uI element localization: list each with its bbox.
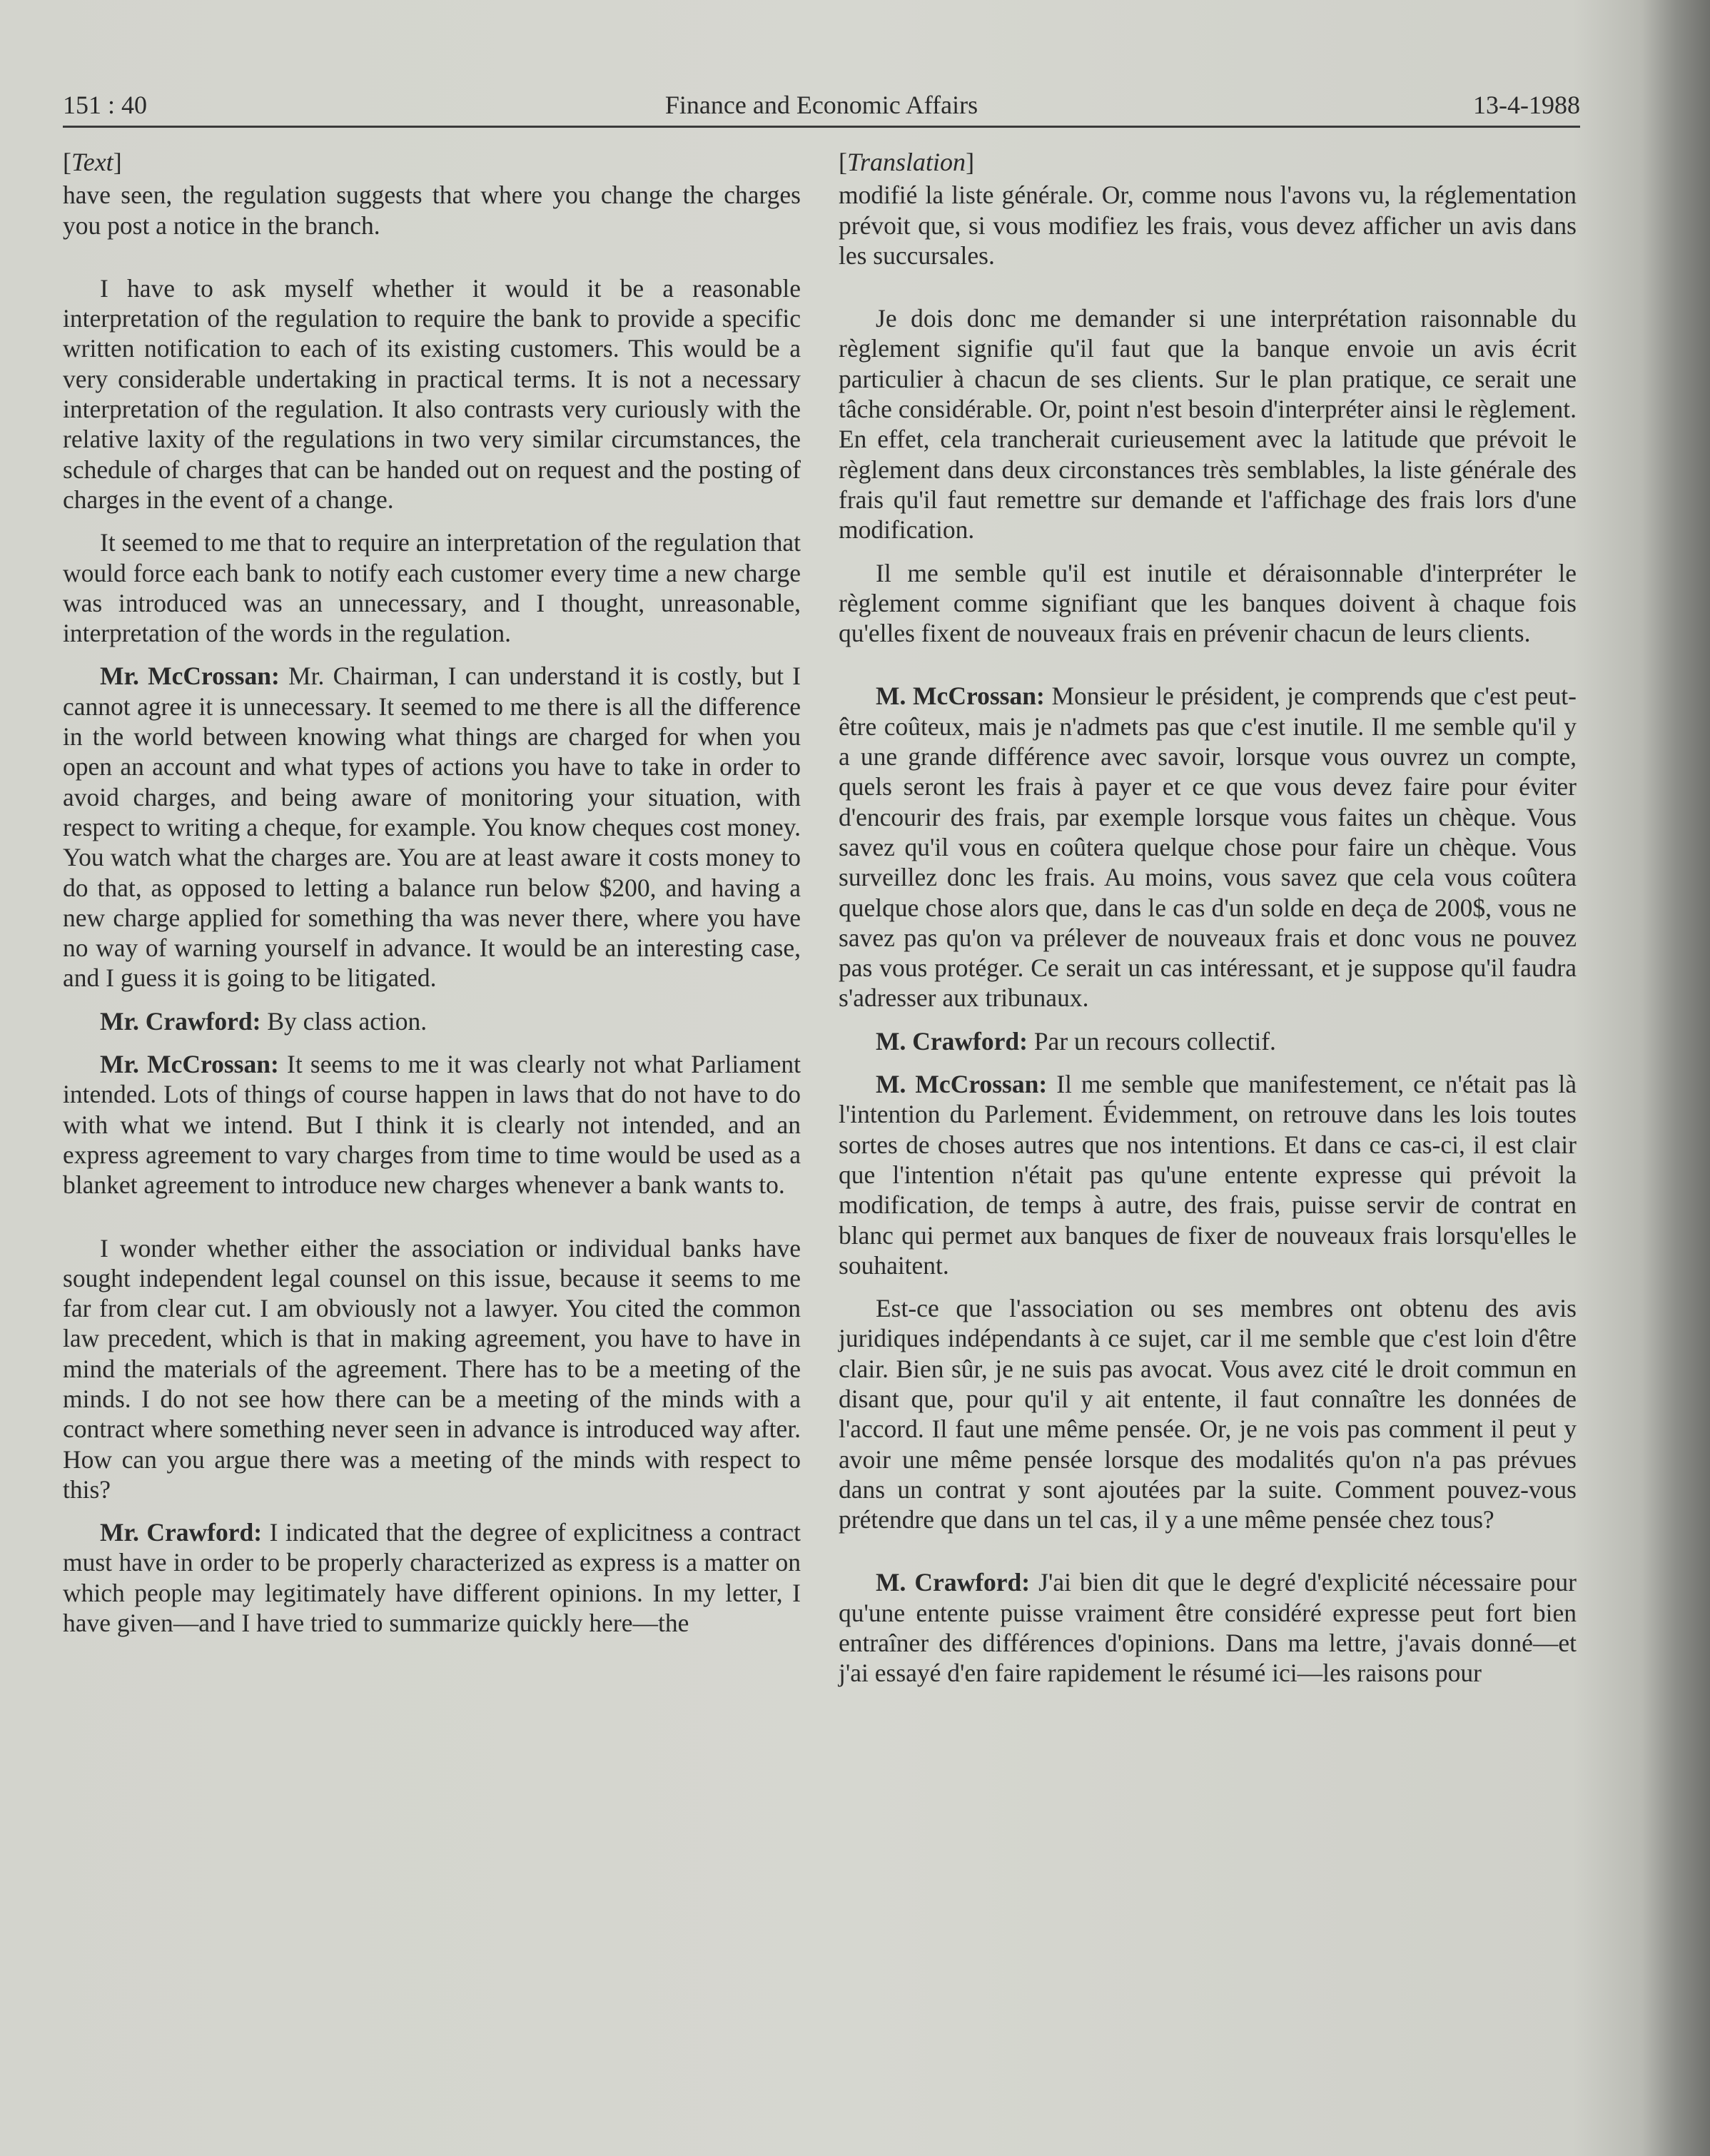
page-number: 151 : 40: [63, 91, 148, 119]
paragraph: It seemed to me that to require an interpretation of the regulation that would force each bank to notify each customer every time a new charge was introduced was an unnecessary, and I thought, unreasonable, interpretation of the words in the regulation.: [63, 528, 801, 648]
speaker-name: Mr. McCrossan:: [100, 662, 280, 691]
speaker-name: M. McCrossan:: [876, 682, 1045, 711]
column-tag: [Text]: [63, 148, 122, 176]
speaker-name: M. McCrossan:: [876, 1070, 1048, 1099]
english-column: [63, 147, 801, 1651]
paragraph: Je dois donc me demander si une interprétation raisonnable du règlement signifie qu'il faut que la banque envoie un avis écrit particulier à chacun de ses clients. Sur le plan pratique, ce serait une tâche considérable. Or, point n'est besoin d'interpréter ainsi le règlement. En effet, cela trancherait curieusement avec la latitude que prévoit le règlement dans deux circonstances très semblables, la liste générale des frais qu'il faut remettre sur demande et l'affichage des frais lors d'une modification.: [839, 304, 1577, 545]
paragraph: I wonder whether either the association or individual banks have sought independent legal counsel on this issue, because it seems to me far from clear cut. I am obviously not a lawyer. You cited the common law precedent, which is that in making agreement, you have to have in mind the materials of the agreement. There has to be a meeting of the minds. I do not see how there can be a meeting of the minds with a contract where something never seen in advance is introduced way after. How can you argue there was a meeting of the minds with respect to this?: [63, 1233, 801, 1504]
running-title: Finance and Economic Affairs: [664, 91, 978, 119]
speaker-name: Mr. Crawford:: [100, 1518, 263, 1547]
header-date: 13-4-1988: [1473, 91, 1580, 119]
paragraph: I have to ask myself whether it would it be a reasonable interpretation of the regulation to require the bank to provide a specific written notification to each of its existing customers. This would be a very considerable undertaking in practical terms. It is not a necessary interpretation of the regulation. It also contrasts very curiously with the relative laxity of the regulations in two very similar circumstances, the schedule of charges that can be handed out on request and the posting of charges in the event of a change.: [63, 273, 801, 514]
paragraph: Il me semble qu'il est inutile et déraisonnable d'interpréter le règlement comme signifiant que les banques doivent à chaque fois qu'elles fixent de nouveaux frais en prévenir chacun de leurs clients.: [839, 558, 1577, 648]
french-column: [839, 147, 1577, 1701]
column-tag: [Translation]: [839, 148, 975, 176]
speaker-name: Mr. Crawford:: [100, 1006, 261, 1036]
speaker-paragraph: M. Crawford: J'ai bien dit que le degré d'explicité nécessaire pour qu'une entente puisse vraiment être considéré expresse peut fort bien entraîner des différences d'opinions. Dans ma lettre, j'avais donné—et j'ai essayé d'en faire rapidement le résumé ici—les raisons pour: [839, 1568, 1577, 1688]
paragraph: modifié la liste générale. Or, comme nous l'avons vu, la réglementation prévoit que, si vous modifiez les frais, vous devez afficher un avis dans les succursales.: [839, 181, 1577, 270]
paragraph: have seen, the regulation suggests that where you change the charges you post a notice in the branch.: [63, 181, 801, 240]
speaker-name: Mr. McCrossan:: [100, 1050, 279, 1079]
speaker-name: M. Crawford:: [876, 1568, 1031, 1597]
speaker-name: M. Crawford:: [876, 1026, 1028, 1056]
speaker-paragraph: Mr. McCrossan: It seems to me it was clearly not what Parliament intended. Lots of things of course happen in laws that do not have to do with what we intend. But I think it is clearly not intended, and an express agreement to vary charges from time to time would be used as a blanket agreement to introduce new charges whenever a bank wants to.: [63, 1050, 801, 1200]
paragraph: Est-ce que l'association ou ses membres ont obtenu des avis juridiques indépendants à ce sujet, car il me semble que c'est loin d'être clair. Bien sûr, je ne suis pas avocat. Vous avez cité le droit commun en disant que, pour qu'il y ait entente, il faut connaître les données de l'accord. Il faut une même pensée. Or, je ne vois pas comment il peut y avoir une même pensée lorsque des modalités qu'on n'a pas prévues dans un contrat y sont ajoutées par la suite. Comment pouvez-vous prétendre que dans un tel cas, il y a une même pensée chez tous?: [839, 1294, 1577, 1534]
speaker-paragraph: M. McCrossan: Monsieur le président, je comprends que c'est peut-être coûteux, mais je n'admets pas que c'est inutile. Il me semble qu'il y a une grande différence avec savoir, lorsque vous ouvrez un compte, quels seront les frais à payer et ce que vous devez faire pour éviter d'encourir des frais, par exemple lorsque vous faites un chèque. Vous savez qu'il vous en coûtera quelque chose pour faire un chèque. Vous surveillez donc les frais. Au moins, vous savez que cela vous coûtera quelque chose alors que, dans le cas d'un solde en deça de 200$, vous ne savez pas qu'on va prélever de nouveaux frais et donc vous ne pouvez pas vous protéger. Ce serait un cas intéressant, et je suppose qu'il faudra s'adresser aux tribunaux.: [839, 682, 1577, 1013]
page-header: [63, 86, 1580, 128]
speaker-paragraph: Mr. McCrossan: Mr. Chairman, I can understand it is costly, but I cannot agree it is unnecessary. It seemed to me there is all the difference in the world between knowing what things are charged for when you open an account and what types of actions you have to take in order to avoid charges, and being aware of monitoring your situation, with respect to writing a cheque, for example. You know cheques cost money. You watch what the charges are. You are at least aware it costs money to do that, as opposed to letting a balance run below $200, and having a new charge applied for something tha was never there, where you have no way of warning yourself in advance. It would be an interesting case, and I guess it is going to be litigated.: [63, 662, 801, 993]
speaker-paragraph: M. Crawford: Par un recours collectif.: [876, 1026, 1276, 1056]
speaker-paragraph: Mr. Crawford: I indicated that the degree of explicitness a contract must have in order to be properly characterized as express is a matter on which people may legitimately have different opinions. In my letter, I have given—and I have tried to summarize quickly here—the: [63, 1518, 801, 1638]
speaker-paragraph: M. McCrossan: Il me semble que manifestement, ce n'était pas là l'intention du Parlement. Évidemment, on retrouve dans les lois toutes sortes de choses autres que nos intentions. Et dans ce cas-ci, il est clair que l'intention n'était pas qu'une entente expresse qui prévoit la modification, de temps à autre, des frais, puisse servir de contrat en blanc qui permet aux banques de fixer de nouveaux frais lorsqu'elles le souhaitent.: [839, 1070, 1577, 1280]
speaker-paragraph: Mr. Crawford: By class action.: [100, 1006, 428, 1036]
